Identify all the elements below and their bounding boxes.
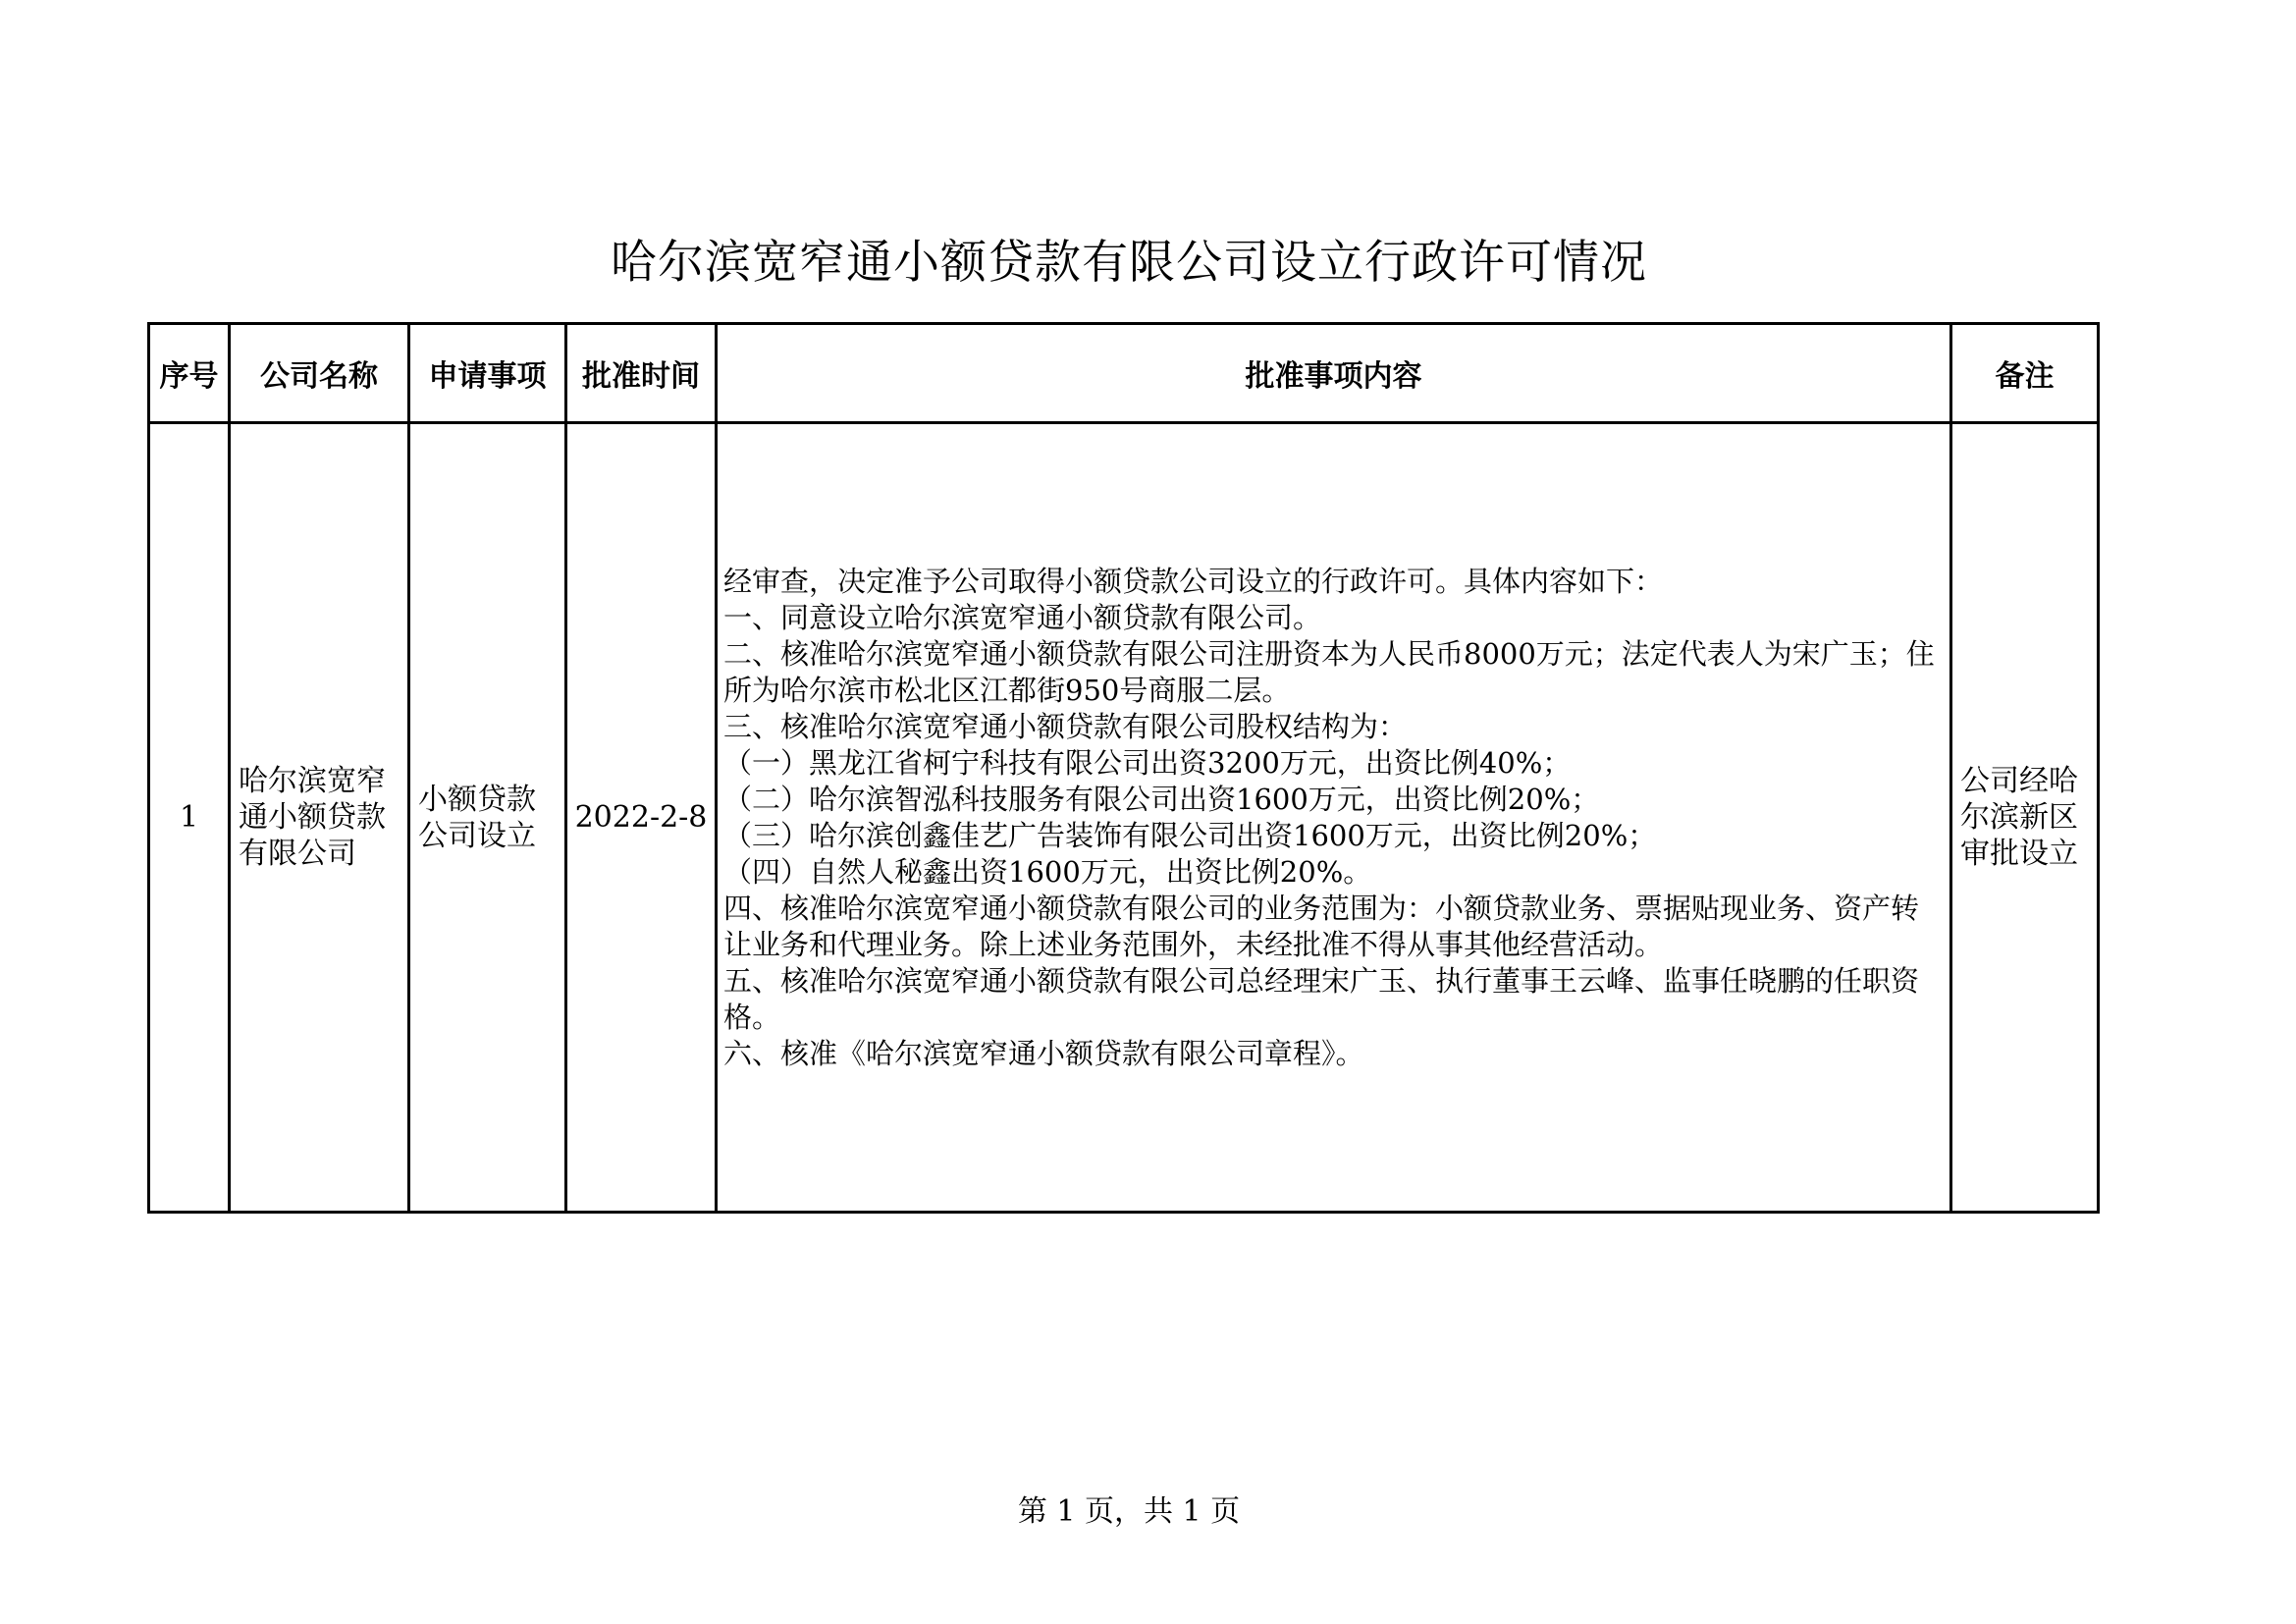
content-line-3: 三、核准哈尔滨宽窄通小额贷款有限公司股权结构为：	[723, 709, 1408, 743]
content-line-6: 六、核准《哈尔滨宽窄通小额贷款有限公司章程》。	[723, 1036, 1364, 1070]
content-line-5: 五、核准哈尔滨宽窄通小额贷款有限公司总经理宋广玉、执行董事王云峰、监事任晓鹏的任职资格。	[723, 963, 1920, 1034]
header-remark: 备注	[1951, 324, 2099, 423]
cell-item: 小额贷款公司设立	[409, 423, 566, 1213]
header-content: 批准事项内容	[717, 324, 1951, 423]
permit-table	[147, 322, 2100, 1214]
cell-date: 2022-2-8	[566, 423, 717, 1213]
content-line-2: 二、核准哈尔滨宽窄通小额贷款有限公司注册资本为人民币8000万元；法定代表人为宋广玉；住所为哈尔滨市松北区江都街950号商服二层。	[723, 636, 1935, 707]
header-item: 申请事项	[409, 324, 566, 423]
table-header-row	[149, 324, 2099, 423]
content-line-intro: 经审查，决定准予公司取得小额贷款公司设立的行政许可。具体内容如下：	[723, 564, 1664, 598]
content-line-4: 四、核准哈尔滨宽窄通小额贷款有限公司的业务范围为：小额贷款业务、票据贴现业务、资产转让业务和代理业务。除上述业务范围外，未经批准不得从事其他经营活动。	[723, 891, 1920, 961]
header-company: 公司名称	[230, 324, 409, 423]
header-date: 批准时间	[566, 324, 717, 423]
cell-remark: 公司经哈尔滨新区审批设立	[1951, 423, 2099, 1213]
cell-company: 哈尔滨宽窄通小额贷款有限公司	[230, 423, 409, 1213]
table-row	[149, 423, 2099, 1213]
page-footer: 第 1 页，共 1 页	[1017, 1494, 1241, 1529]
page-title: 哈尔滨宽窄通小额贷款有限公司设立行政许可情况	[611, 236, 1647, 290]
content-line-3-1: （一）黑龙江省柯宁科技有限公司出资3200万元，出资比例40%；	[723, 745, 1572, 780]
content-line-1: 一、同意设立哈尔滨宽窄通小额贷款有限公司。	[723, 600, 1322, 634]
cell-content	[717, 423, 1951, 1213]
content-line-3-3: （三）哈尔滨创鑫佳艺广告装饰有限公司出资1600万元，出资比例20%；	[723, 818, 1657, 852]
content-line-3-2: （二）哈尔滨智泓科技服务有限公司出资1600万元，出资比例20%；	[723, 782, 1600, 816]
content-line-3-4: （四）自然人秘鑫出资1600万元，出资比例20%。	[723, 854, 1372, 889]
header-seq: 序号	[149, 324, 230, 423]
cell-seq: 1	[149, 423, 230, 1213]
